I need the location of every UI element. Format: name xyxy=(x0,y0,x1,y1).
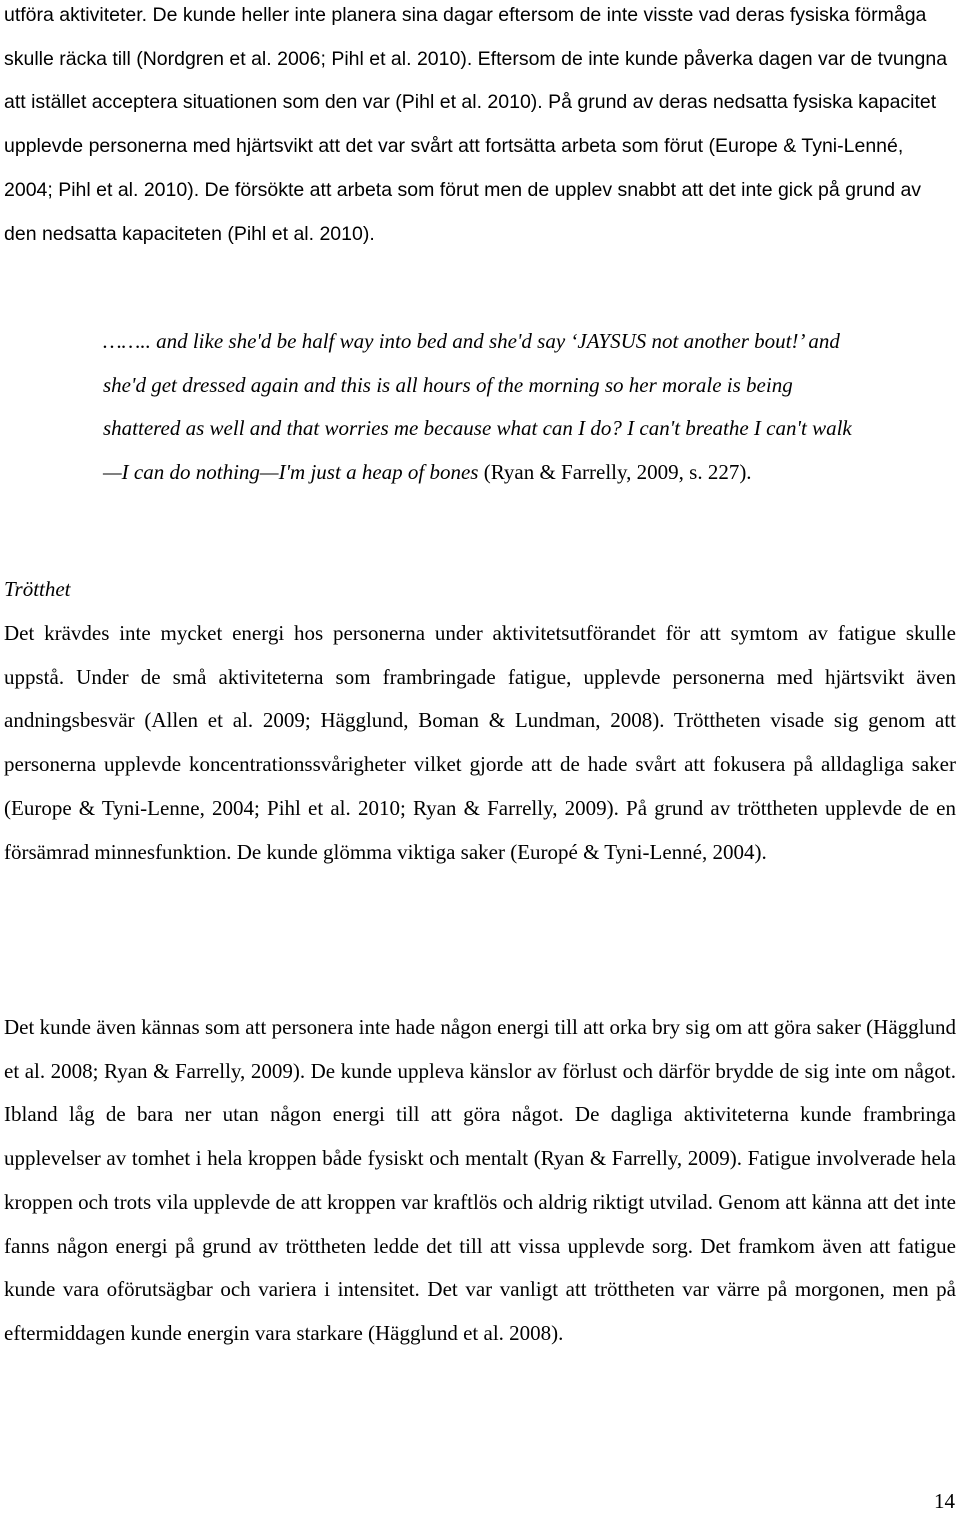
section-heading: Trötthet xyxy=(4,577,71,601)
body-paragraph-2: Det krävdes inte mycket energi hos personerna under aktivitetsutförandet för att symtom av fatigue skulle uppstå. Under de små aktiviteterna som frambringade fatigue, upplevde personerna med hjärtsvikt även andningsbesvär (Allen et al. 2009; Hägglund, Boman & Lundman, 2008). Tröttheten visade sig genom att personerna upplevde koncentrationssvårigheter vilket gjorde att de hade svårt att fokusera på alldagliga saker (Europe & Tyni-Lenne, 2004; Pihl et al. 2010; Ryan & Farrelly, 2009). På grund av tröttheten upplevde de en försämrad minnesfunktion. De kunde glömma viktiga saker (Europé & Tyni-Lenné, 2004). xyxy=(4,621,956,864)
quote-citation: (Ryan & Farrelly, 2009, s. 227). xyxy=(478,460,752,485)
block-quote xyxy=(103,320,863,495)
body-paragraph-3: Det kunde även kännas som att personera inte hade någon energi till att orka bry sig om att göra saker (Hägglund et al. 2008; Ryan & Farrelly, 2009). De kunde uppleva känslor av förlust och därför brydde de sig inte om något. Ibland låg de bara ner utan någon energi till att göra något. De dagliga aktiviteterna kunde frambringa upplevelser av tomhet i hela kroppen både fysiskt och mentalt (Ryan & Farrelly, 2009). Fatigue involverade hela kroppen och trots vila upplevde de att kroppen var kraftlös och aldrig riktigt utvilad. Genom att känna att det inte fanns någon energi på grund av tröttheten ledde det till att vissa upplevde sorg. Det framkom även att fatigue kunde vara oförutsägbar och variera i intensitet. Det var vanligt att tröttheten var värre på morgonen, men på eftermiddagen kunde energin vara starkare (Hägglund et al. 2008). xyxy=(4,1015,956,1345)
quote-text: …….. and like she'd be half way into bed and she'd say ‘JAYSUS not another bout!’ and she'd get dressed again and this is all hours of the morning so her morale is being shattered as well and that worries me because what can I do? I can't breathe I can't walk—I can do nothing—I'm just a heap of bones xyxy=(103,329,852,485)
body-paragraph-top: utföra aktiviteter. De kunde heller inte planera sina dagar eftersom de inte visste vad deras fysiska förmåga skulle räcka till (Nordgren et al. 2006; Pihl et al. 2010). Eftersom de inte kunde påverka dagen var de tvungna att istället acceptera situationen som den var (Pihl et al. 2010). På grund av deras nedsatta fysiska kapacitet upplevde personerna med hjärtsvikt att det var svårt att fortsätta arbeta som förut (Europe & Tyni-Lenné, 2004; Pihl et al. 2010). De försökte att arbeta som förut men de upplev snabbt att det inte gick på grund av den nedsatta kapaciteten (Pihl et al. 2010). xyxy=(4,4,948,245)
page-number: 14 xyxy=(934,1489,955,1513)
